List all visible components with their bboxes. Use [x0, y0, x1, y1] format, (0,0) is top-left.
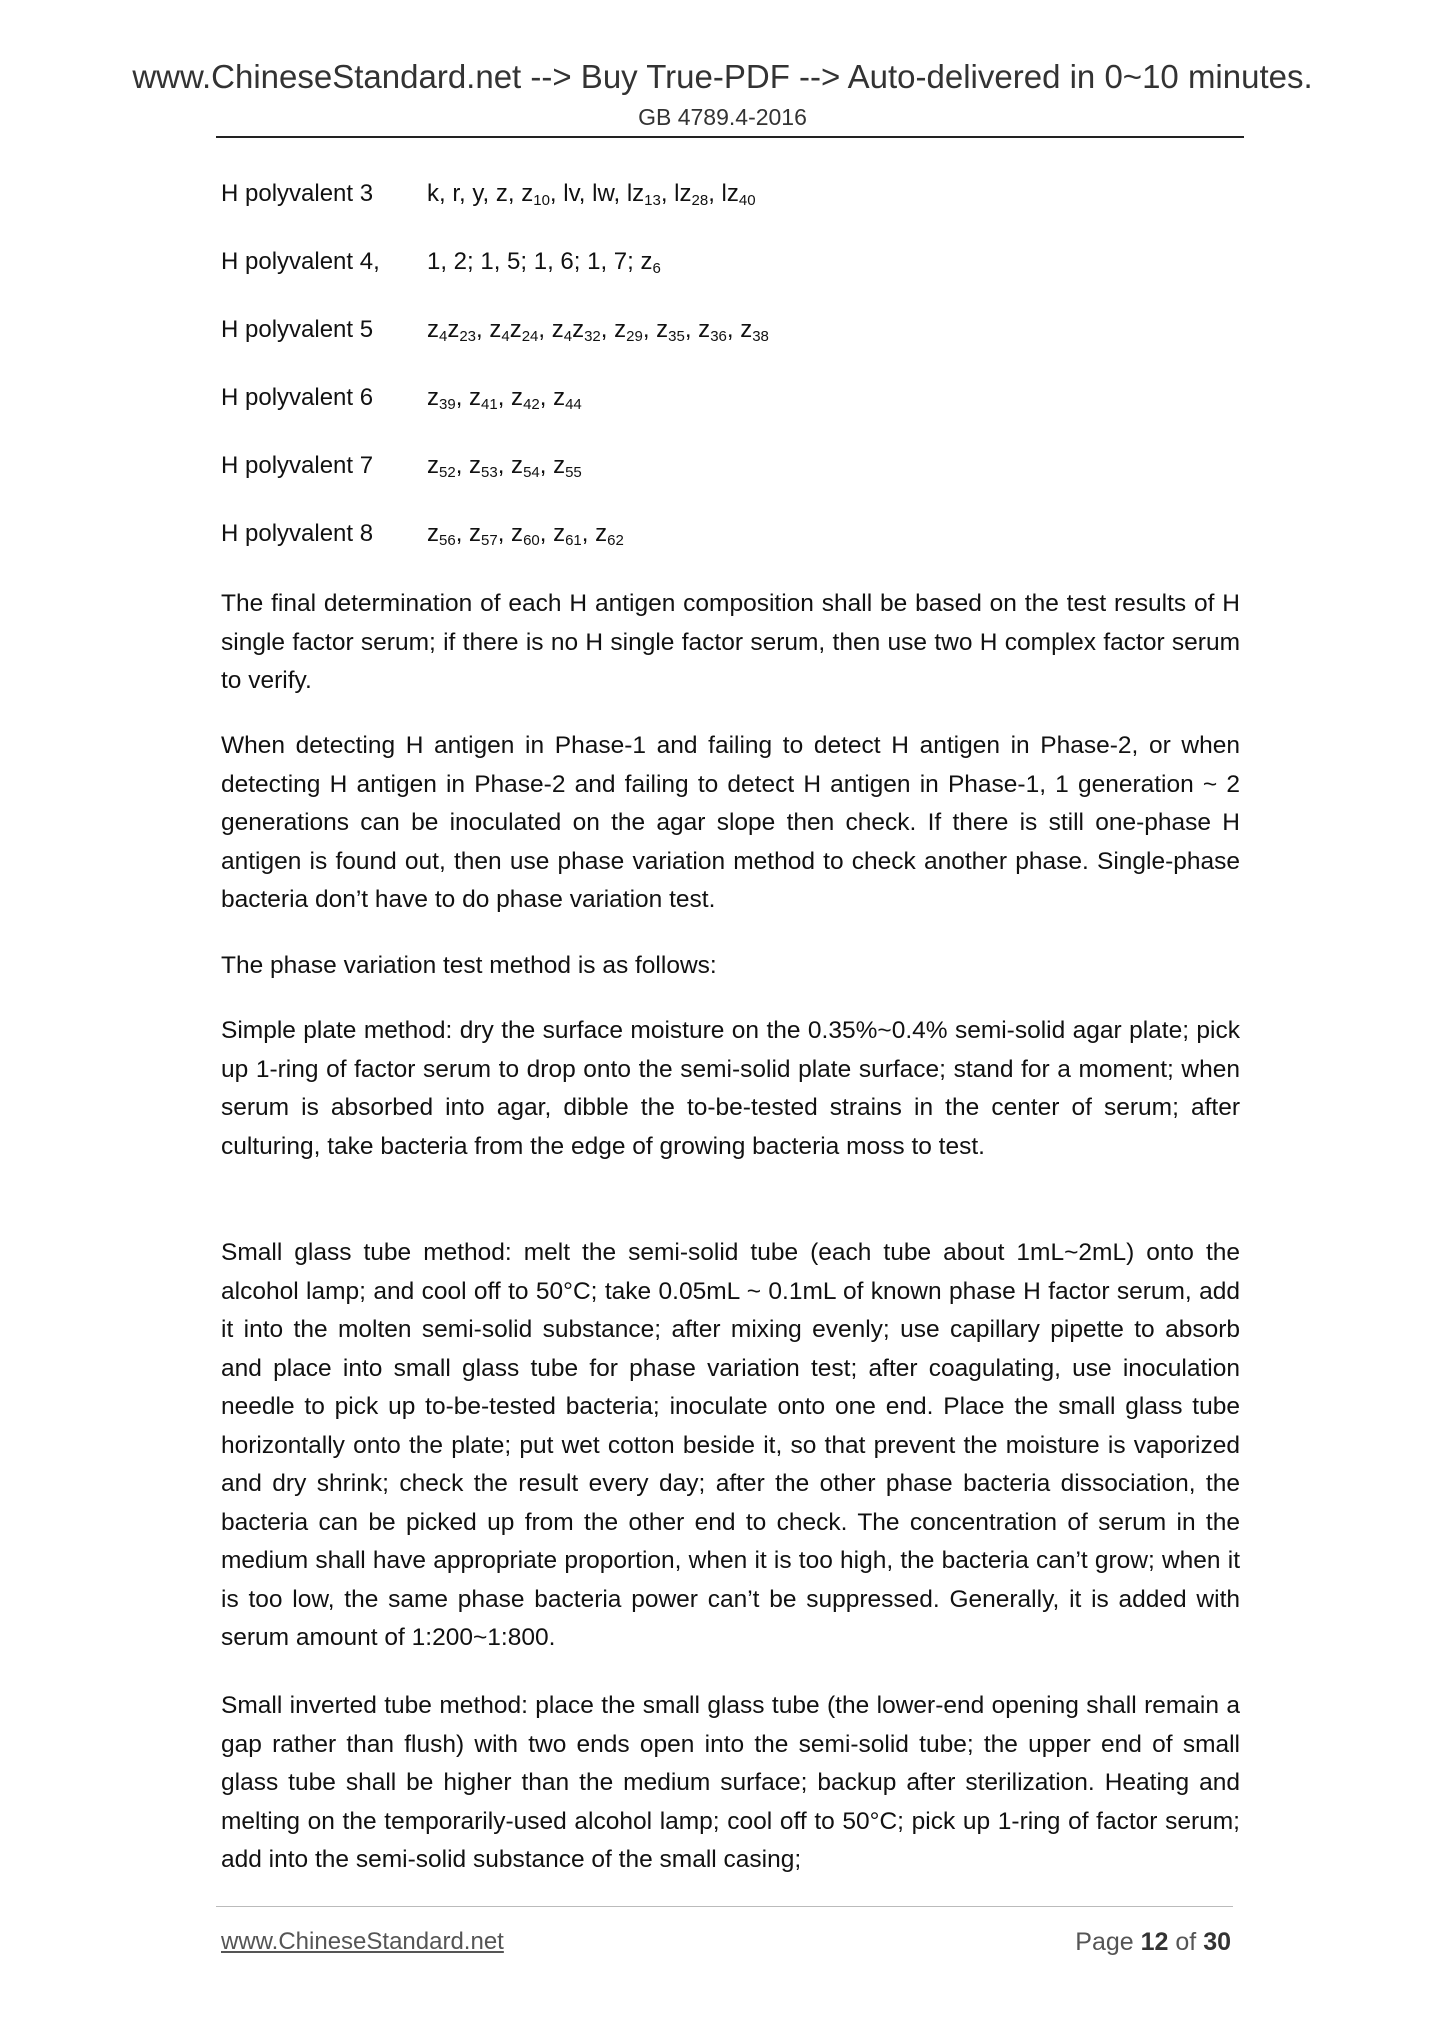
polyvalent-label: H polyvalent 4, — [221, 248, 380, 275]
paragraph: When detecting H antigen in Phase-1 and failing to detect H antigen in Phase-2, or when detecting H antigen in Phase-2 and failing to detect H antigen in Phase-1, 1 generation ~ 2 generations can be inoculated on the agar slope then check. If there is still one-phase H antigen is found out, then use phase variation method to check another phase. Single-phase bacteria don’t have to do phase variation test. — [221, 732, 1240, 913]
paragraph: The final determination of each H antigen composition shall be based on the test results of H single factor serum; if there is no H single factor serum, then use two H complex factor serum to verify. — [221, 590, 1240, 694]
polyvalent-label: H polyvalent 3 — [221, 180, 374, 207]
polyvalent-row — [221, 180, 756, 209]
paragraph: Small glass tube method: melt the semi-solid tube (each tube about 1mL~2mL) onto the alcohol lamp; and cool off to 50°C; take 0.05mL ~ 0.1mL of known phase H factor serum, add it into the molten semi-solid substance; after mixing evenly; use capillary pipette to absorb and place into small glass tube for phase variation test; after coagulating, use inoculation needle to pick up to-be-tested bacteria; inoculate onto one end. Place the small glass tube horizontally onto the plate; put wet cotton beside it, so that prevent the moisture is vaporized and dry shrink; check the result every day; after the other phase bacteria dissociation, the bacteria can be picked up from the other end to check. The concentration of serum in the medium shall have appropriate proportion, when it is too high, the bacteria can’t grow; when it is too low, the same phase bacteria power can’t be suppressed. Generally, it is added with serum amount of 1:200~1:800. — [221, 1239, 1240, 1651]
polyvalent-value: 1, 2; 1, 5; 1, 6; 1, 7; $z_6$ — [427, 248, 661, 277]
polyvalent-label: H polyvalent 5 — [221, 316, 374, 343]
paragraph: The phase variation test method is as follows: — [221, 952, 717, 979]
header-divider — [216, 136, 1244, 138]
footer-site-link[interactable]: www.ChineseStandard.net — [221, 1928, 504, 1955]
polyvalent-row — [221, 248, 661, 277]
page-mid: of — [1168, 1928, 1204, 1956]
footer-divider — [216, 1906, 1233, 1907]
standard-number: GB 4789.4-2016 — [638, 104, 807, 130]
polyvalent-label: H polyvalent 6 — [221, 384, 374, 411]
paragraph: Small inverted tube method: place the small glass tube (the lower-end opening shall remain a gap rather than flush) with two ends open into the semi-solid tube; the upper end of small glass tube shall be higher than the medium surface; backup after sterilization. Heating and melting on the temporarily-used alcohol lamp; cool off to 50°C; pick up 1-ring of factor serum; add into the semi-solid substance of the small casing; — [221, 1692, 1240, 1873]
page-total: 30 — [1203, 1928, 1231, 1956]
polyvalent-value: k, r, y, z, $z_{10}$, lv, lw, $lz_{13}$, $lz_{28}$, $lz_{40}$ — [427, 180, 756, 209]
polyvalent-row — [221, 316, 769, 345]
polyvalent-value: $z_{39}$, $z_{41}$, $z_{42}$, $z_{44}$ — [427, 384, 582, 413]
polyvalent-value: $z_4z_{23}$, $z_4z_{24}$, $z_4z_{32}$, $z_{29}$, $z_{35}$, $z_{36}$, $z_{38}$ — [427, 316, 769, 345]
header-banner[interactable]: www.ChineseStandard.net --> Buy True-PDF --> Auto-delivered in 0~10 minutes. — [132, 58, 1313, 95]
page-current: 12 — [1140, 1928, 1169, 1956]
polyvalent-value: $z_{56}$, $z_{57}$, $z_{60}$, $z_{61}$, $z_{62}$ — [427, 520, 624, 549]
page-number — [1075, 1928, 1231, 1957]
polyvalent-value: $z_{52}$, $z_{53}$, $z_{54}$, $z_{55}$ — [427, 452, 582, 481]
polyvalent-row — [221, 520, 624, 549]
polyvalent-row — [221, 384, 582, 413]
paragraph: Simple plate method: dry the surface moisture on the 0.35%~0.4% semi-solid agar plate; pick up 1-ring of factor serum to drop onto the semi-solid plate surface; stand for a moment; when serum is absorbed into agar, dibble the to-be-tested strains in the center of serum; after culturing, take bacteria from the edge of growing bacteria moss to test. — [221, 1017, 1240, 1160]
polyvalent-row — [221, 452, 582, 481]
polyvalent-label: H polyvalent 8 — [221, 520, 374, 547]
polyvalent-label: H polyvalent 7 — [221, 452, 374, 479]
page-prefix: Page — [1075, 1928, 1141, 1956]
